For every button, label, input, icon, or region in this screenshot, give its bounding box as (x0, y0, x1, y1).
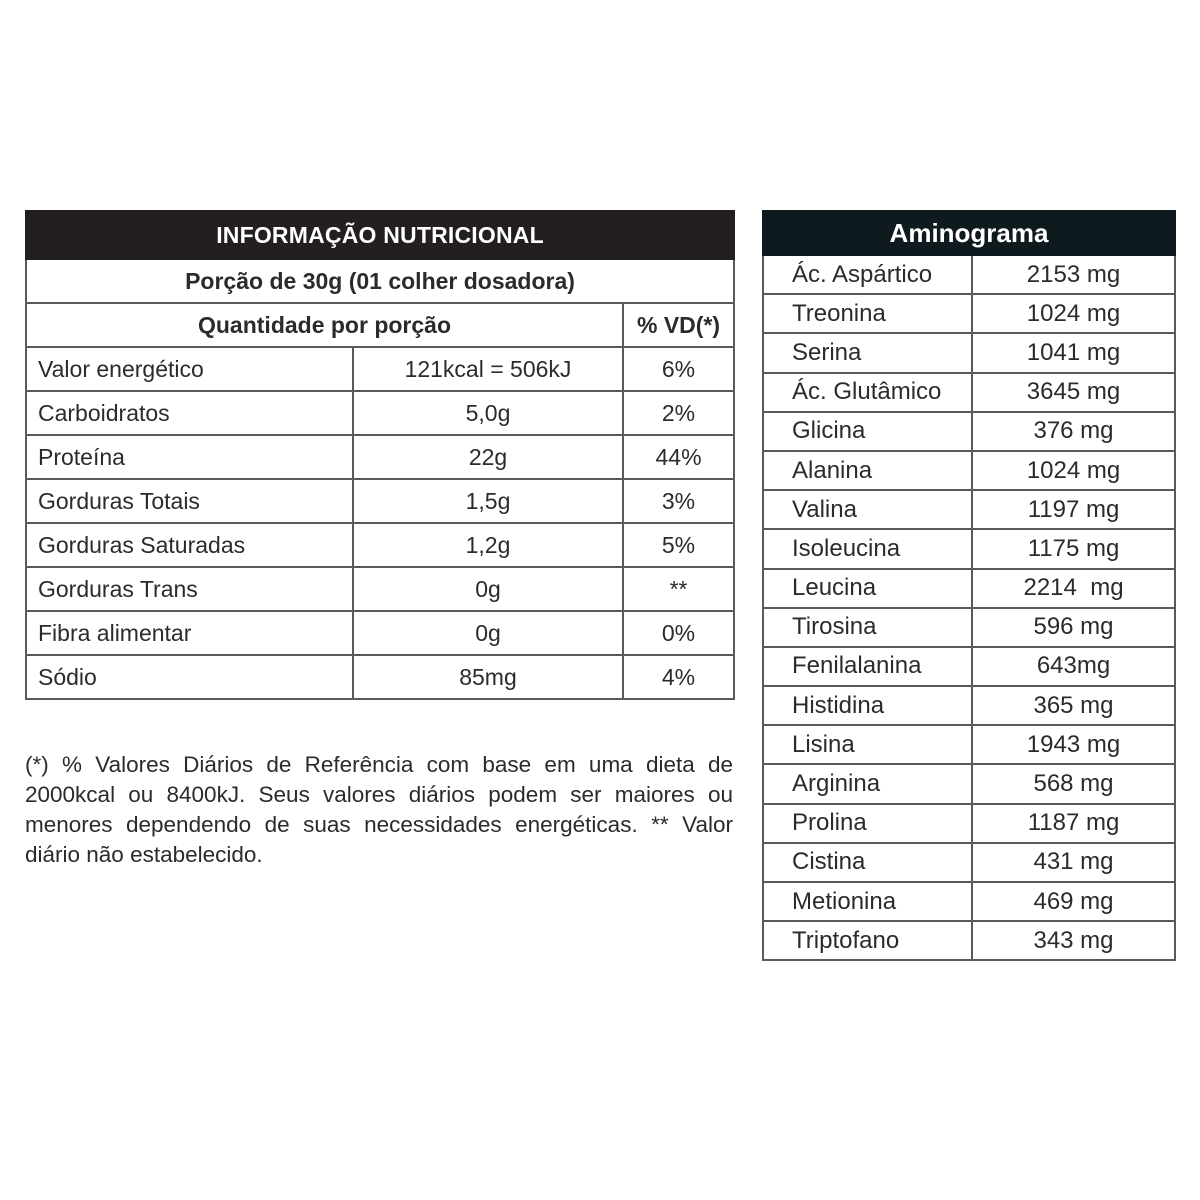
nutrient-value: 1,2g (353, 523, 623, 567)
aminogram-row (763, 647, 1175, 686)
aminogram-title-row (763, 211, 1175, 255)
amino-acid-name: Serina (763, 333, 972, 372)
amino-acid-name: Treonina (763, 294, 972, 333)
aminogram-row (763, 373, 1175, 412)
nutrient-name: Gorduras Trans (26, 567, 353, 611)
amino-acid-value: 568 mg (972, 764, 1175, 803)
nutrition-row (26, 391, 734, 435)
nutrition-header-row (26, 303, 734, 347)
nutrient-value: 1,5g (353, 479, 623, 523)
nutrient-vd: 5% (623, 523, 734, 567)
nutrition-row (26, 523, 734, 567)
amino-acid-value: 1175 mg (972, 529, 1175, 568)
aminogram-row (763, 764, 1175, 803)
nutrient-name: Proteína (26, 435, 353, 479)
aminogram-row (763, 804, 1175, 843)
amino-acid-value: 2214 mg (972, 569, 1175, 608)
amino-acid-value: 376 mg (972, 412, 1175, 451)
aminogram-row (763, 725, 1175, 764)
nutrient-name: Fibra alimentar (26, 611, 353, 655)
nutrient-name: Gorduras Saturadas (26, 523, 353, 567)
amino-acid-name: Isoleucina (763, 529, 972, 568)
aminogram-row (763, 686, 1175, 725)
amino-acid-value: 1024 mg (972, 294, 1175, 333)
nutrition-title-row (26, 211, 734, 259)
amino-acid-value: 1024 mg (972, 451, 1175, 490)
amino-acid-name: Glicina (763, 412, 972, 451)
amino-acid-name: Fenilalanina (763, 647, 972, 686)
amino-acid-name: Triptofano (763, 921, 972, 960)
amino-acid-value: 643mg (972, 647, 1175, 686)
amino-acid-value: 1943 mg (972, 725, 1175, 764)
amino-acid-value: 431 mg (972, 843, 1175, 882)
amino-acid-name: Ác. Glutâmico (763, 373, 972, 412)
nutrition-row (26, 435, 734, 479)
nutrient-vd: 4% (623, 655, 734, 699)
amino-acid-value: 1197 mg (972, 490, 1175, 529)
nutrient-value: 5,0g (353, 391, 623, 435)
nutrition-serving-row (26, 259, 734, 303)
aminogram-table (762, 210, 1176, 961)
aminogram-panel (762, 210, 1174, 961)
amino-acid-name: Cistina (763, 843, 972, 882)
amino-acid-value: 469 mg (972, 882, 1175, 921)
amino-acid-value: 2153 mg (972, 255, 1175, 294)
nutrient-name: Valor energético (26, 347, 353, 391)
nutrient-value: 0g (353, 567, 623, 611)
aminogram-row (763, 333, 1175, 372)
amino-acid-value: 3645 mg (972, 373, 1175, 412)
amino-acid-value: 365 mg (972, 686, 1175, 725)
amino-acid-name: Histidina (763, 686, 972, 725)
amino-acid-name: Ác. Aspártico (763, 255, 972, 294)
amino-acid-name: Prolina (763, 804, 972, 843)
aminogram-row (763, 608, 1175, 647)
nutrient-value: 85mg (353, 655, 623, 699)
vd-header: % VD(*) (623, 303, 734, 347)
nutrient-value: 0g (353, 611, 623, 655)
nutrient-vd: 3% (623, 479, 734, 523)
nutrient-vd: 0% (623, 611, 734, 655)
nutrient-value: 22g (353, 435, 623, 479)
nutrition-footnote: (*) % Valores Diários de Referência com base em uma dieta de 2000kcal ou 8400kJ. Seus valores diários podem ser maiores ou menores dependendo de suas necessidades energéticas. ** Valor diário não estabelecido. (25, 752, 733, 867)
nutrient-vd: 2% (623, 391, 734, 435)
amino-acid-value: 596 mg (972, 608, 1175, 647)
nutrition-row (26, 655, 734, 699)
aminogram-row (763, 882, 1175, 921)
amino-acid-name: Arginina (763, 764, 972, 803)
amino-acid-name: Metionina (763, 882, 972, 921)
nutrition-row (26, 347, 734, 391)
nutrition-title: INFORMAÇÃO NUTRICIONAL (26, 211, 734, 259)
nutrient-name: Gorduras Totais (26, 479, 353, 523)
aminogram-row (763, 529, 1175, 568)
nutrition-row (26, 567, 734, 611)
nutrient-name: Carboidratos (26, 391, 353, 435)
amino-acid-name: Lisina (763, 725, 972, 764)
aminogram-row (763, 843, 1175, 882)
aminogram-row (763, 921, 1175, 960)
nutrition-panel (25, 210, 733, 700)
nutrition-row (26, 611, 734, 655)
serving-size: Porção de 30g (01 colher dosadora) (26, 259, 734, 303)
nutrient-name: Sódio (26, 655, 353, 699)
nutrition-table (25, 210, 735, 700)
amino-acid-value: 343 mg (972, 921, 1175, 960)
amino-acid-name: Leucina (763, 569, 972, 608)
aminogram-row (763, 255, 1175, 294)
nutrient-vd: ** (623, 567, 734, 611)
amino-acid-name: Alanina (763, 451, 972, 490)
amino-acid-name: Tirosina (763, 608, 972, 647)
quantity-header: Quantidade por porção (26, 303, 623, 347)
aminogram-row (763, 294, 1175, 333)
amino-acid-name: Valina (763, 490, 972, 529)
nutrition-row (26, 479, 734, 523)
aminogram-row (763, 451, 1175, 490)
amino-acid-value: 1187 mg (972, 804, 1175, 843)
aminogram-row (763, 490, 1175, 529)
nutrient-vd: 6% (623, 347, 734, 391)
aminogram-row (763, 569, 1175, 608)
aminogram-row (763, 412, 1175, 451)
nutrient-value: 121kcal = 506kJ (353, 347, 623, 391)
aminogram-title: Aminograma (763, 211, 1175, 255)
nutrient-vd: 44% (623, 435, 734, 479)
amino-acid-value: 1041 mg (972, 333, 1175, 372)
